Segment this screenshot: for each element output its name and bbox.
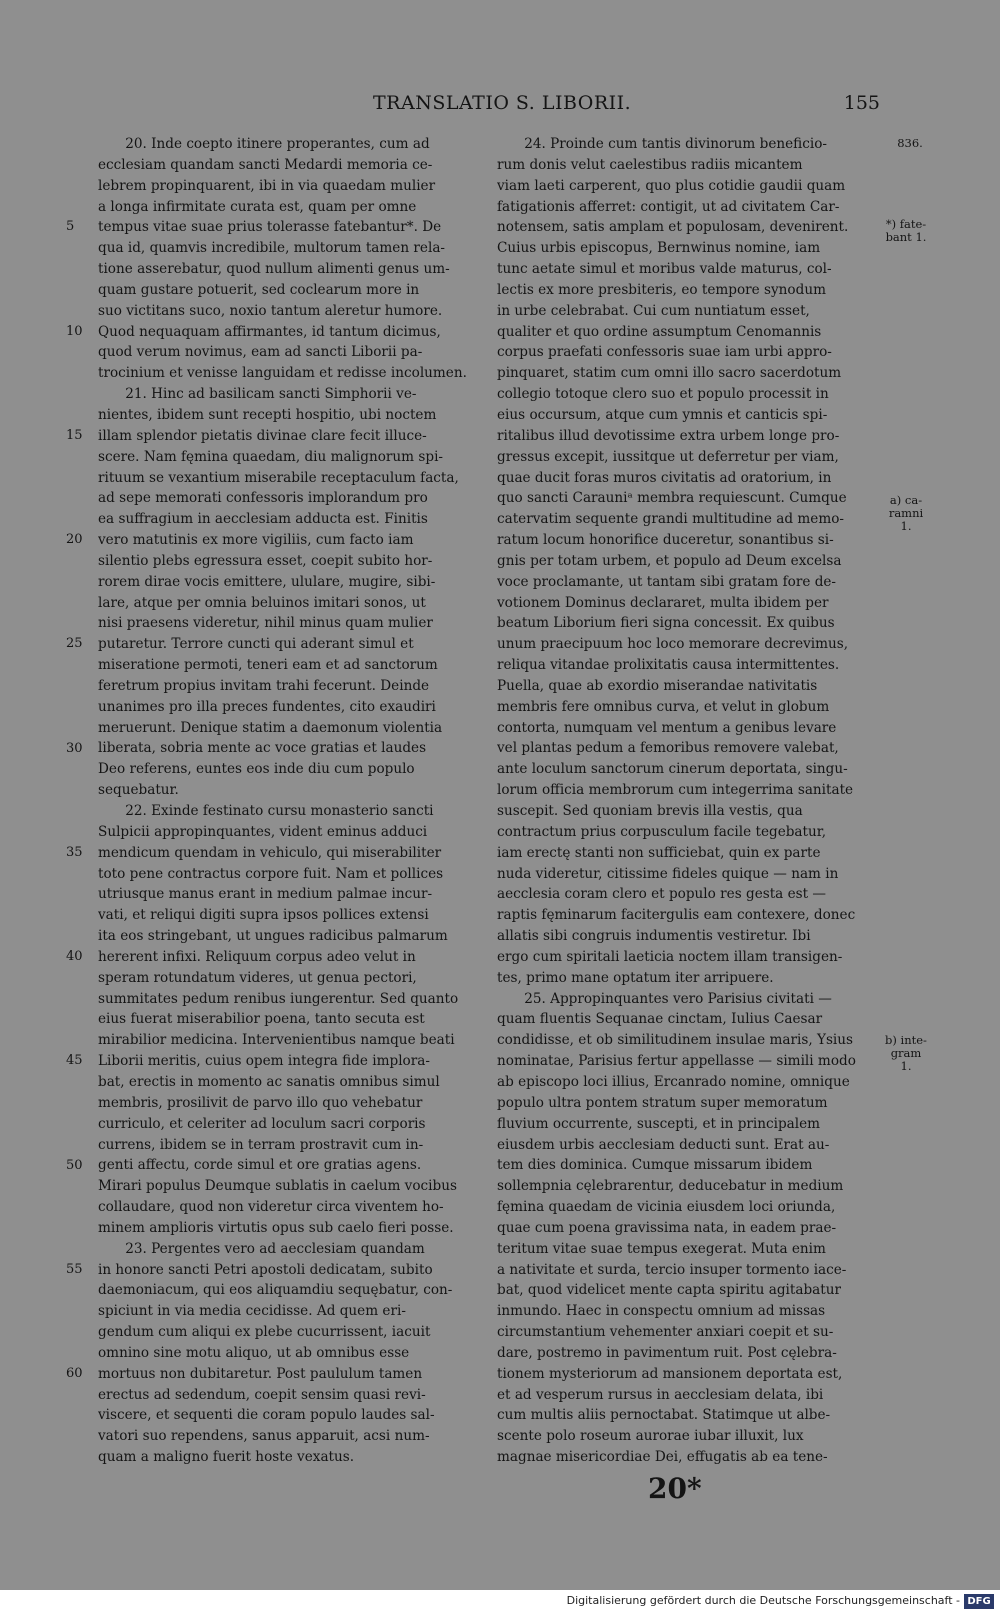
text-line: voce proclamante, ut tantam sibi gratam fore de- xyxy=(497,573,837,590)
text-line: et ad vesperum rursus in aecclesiam delata, ibi xyxy=(497,1386,824,1403)
text-line: illam splendor pietatis divinae clare fecit illuce- xyxy=(98,427,427,444)
text-line: quae ducit foras muros civitatis ad oratorium, in xyxy=(497,469,832,486)
text-line: nominatae, Parisius fertur appellasse — simili modo xyxy=(497,1053,856,1070)
text-line: suo victitans suco, noxio tantum aleretur humore. xyxy=(98,302,443,319)
text-line: trocinium et venisse languidam et redisse incolumen. xyxy=(98,365,467,382)
text-line: qualiter et quo ordine assumptum Cenomannis xyxy=(497,323,822,340)
text-line: catervatim sequente grandi multitudine ad memo- xyxy=(497,511,844,528)
page-number: 155 xyxy=(843,92,880,114)
text-line: ante loculum sanctorum cinerum deportata, singu- xyxy=(497,761,848,778)
margin-note-fatebant: *) fate- bant 1. xyxy=(885,217,927,244)
text-line: meruerunt. Denique statim a daemonum violentia xyxy=(98,719,443,736)
text-line: speram rotundatum videres, ut genua pectori, xyxy=(98,969,417,986)
line-number: 45 xyxy=(66,1053,83,1069)
text-line: 21. Hinc ad basilicam sancti Simphorii ve- xyxy=(98,386,417,403)
text-line: collaudare, quod non videretur circa viventem ho- xyxy=(98,1199,444,1216)
text-line: membris fere omnibus curva, et velut in globum xyxy=(497,698,830,715)
text-line: bat, erectis in momento ac sanatis omnibus simul xyxy=(98,1073,440,1090)
text-line: scente polo roseum aurorae iubar illuxit, lux xyxy=(497,1428,804,1445)
text-line: allatis sibi congruis indumentis vestiretur. Ibi xyxy=(497,928,811,945)
text-line: teritum vitae suae tempus exegerat. Muta enim xyxy=(497,1240,826,1257)
margin-note-integram: b) inte- gram 1. xyxy=(885,1033,927,1073)
text-line: minem amplioris virtutis opus sub caelo fieri posse. xyxy=(98,1219,454,1236)
text-line: eius fuerat miserabilior poena, tanto secuta est xyxy=(98,1011,425,1028)
text-line: quam fluentis Sequanae cinctam, Iulius Caesar xyxy=(497,1011,823,1028)
text-line: vatori suo rependens, sanus apparuit, acsi num- xyxy=(98,1428,430,1445)
text-line: 20. Inde coepto itinere properantes, cum ad xyxy=(98,136,430,152)
text-line: gendum cum aliqui ex plebe cucurrissent, iacuit xyxy=(98,1324,431,1341)
line-number: 10 xyxy=(66,323,83,339)
text-line: feretrum propius invitam trahi fecerunt. Deinde xyxy=(98,677,430,694)
text-line: Puella, quae ab exordio miserandae nativitatis xyxy=(497,677,818,694)
text-line: vati, et reliqui digiti supra ipsos pollices extensi xyxy=(98,907,429,924)
text-line: miseratione permoti, teneri eam et ad sanctorum xyxy=(98,657,438,674)
text-line: eiusdem urbis aecclesiam deducti sunt. Erat au- xyxy=(497,1136,830,1153)
line-number: 30 xyxy=(66,740,83,756)
text-line: Sulpicii appropinquantes, vident eminus adduci xyxy=(98,823,428,840)
text-line: inmundo. Haec in conspectu omnium ad missas xyxy=(497,1303,826,1320)
text-line: tunc aetate simul et moribus valde maturus, col- xyxy=(497,261,832,278)
text-line: unanimes pro illa preces fundentes, cito exaudiri xyxy=(98,698,436,715)
line-number: 55 xyxy=(66,1261,83,1277)
text-line: notensem, satis amplam et populosam, devenirent. xyxy=(497,219,849,236)
text-line: 25. Appropinquantes vero Parisius civitati — xyxy=(497,990,832,1007)
left-text-column xyxy=(98,134,482,1468)
text-line: scere. Nam fęmina quaedam, diu malignorum spi- xyxy=(98,448,444,465)
text-line: quam a maligno fuerit hoste vexatus. xyxy=(98,1449,355,1466)
text-line: aecclesia coram clero et populo res gesta est — xyxy=(497,886,827,903)
text-line: a longa infirmitate curata est, quam per omne xyxy=(98,198,417,215)
text-line: Liborii meritis, cuius opem integra fide implora- xyxy=(98,1053,430,1070)
text-line: omnino sine motu aliquo, ut ab omnibus esse xyxy=(98,1344,410,1361)
margin-note-year: 836. xyxy=(897,136,923,150)
text-line: gressus excepit, iussitque ut deferretur per viam, xyxy=(497,448,839,465)
text-line: ad sepe memorati confessoris implorandum pro xyxy=(98,490,428,507)
text-line: liberata, sobria mente ac voce gratias et laudes xyxy=(98,740,427,757)
text-line: ecclesiam quandam sancti Medardi memoria ce- xyxy=(98,156,433,173)
text-line: spiciunt in via media cecidisse. Ad quem eri- xyxy=(98,1303,406,1320)
line-number: 50 xyxy=(66,1157,83,1173)
text-line: tes, primo mane optatum iter arripuere. xyxy=(497,969,774,986)
text-line: utriusque manus erant in medium palmae incur- xyxy=(98,886,433,903)
text-line: tionem mysteriorum ad mansionem deportata est, xyxy=(497,1365,843,1382)
text-line: tempus vitae suae prius tolerasse fatebantur*. De xyxy=(98,219,442,236)
text-line: curriculo, et celeriter ad loculum sacri corporis xyxy=(98,1115,426,1132)
text-line: lectis ex more presbiteris, eo tempore synodum xyxy=(497,281,826,298)
text-line: condidisse, et ob similitudinem insulae maris, Ysius xyxy=(497,1032,853,1049)
text-line: rituum se vexantium miserabile receptaculum facta, xyxy=(98,469,459,486)
text-line: Quod nequaquam affirmantes, id tantum dicimus, xyxy=(98,323,441,340)
text-line: ita eos stringebant, ut ungues radicibus palmarum xyxy=(98,928,448,945)
text-line: a nativitate et surda, tercio insuper tormento iace- xyxy=(497,1261,847,1278)
line-number: 60 xyxy=(66,1366,83,1382)
text-line: fatigationis afferret: contigit, ut ad civitatem Car- xyxy=(497,198,840,215)
text-line: erectus ad sedendum, coepit sensim quasi revi- xyxy=(98,1386,426,1403)
text-line: lare, atque per omnia beluinos imitari sonos, ut xyxy=(98,594,426,611)
text-line: qua id, quamvis incredibile, multorum tamen rela- xyxy=(98,240,446,257)
text-line: Mirari populus Deumque sublatis in caelum vocibus xyxy=(98,1178,457,1195)
text-line: quae cum poena gravissima nata, in eadem prae- xyxy=(497,1219,837,1236)
text-line: contractum prius corpusculum facile tegebatur, xyxy=(497,823,827,840)
text-line: daemoniacum, qui eos aliquamdiu sequębatur, con- xyxy=(98,1282,453,1299)
text-line: populo ultra pontem stratum super memoratum xyxy=(497,1094,828,1111)
text-line: lebrem propinquarent, ibi in via quaedam mulier xyxy=(98,177,436,194)
page-title: TRANSLATIO S. LIBORII. xyxy=(373,92,632,114)
text-line: suscepit. Sed quoniam brevis illa vestis, qua xyxy=(497,803,803,819)
text-line: membris, prosilivit de parvo illo quo vehebatur xyxy=(98,1094,423,1111)
text-line: vel plantas pedum a femoribus removere valebat, xyxy=(497,740,839,757)
text-line: quod verum novimus, eam ad sancti Liborii pa- xyxy=(98,344,423,361)
text-line: silentio plebs egressura esset, coepit subito hor- xyxy=(98,552,433,569)
text-line: circumstantium vehementer anxiari coepit et su- xyxy=(497,1324,834,1341)
text-line: viscere, et sequenti die coram populo laudes sal- xyxy=(98,1407,435,1424)
line-number: 15 xyxy=(66,427,83,443)
text-line: gnis per totam urbem, et populo ad Deum excelsa xyxy=(497,552,842,569)
footer-bar xyxy=(0,1590,1000,1614)
text-line: fluvium occurrente, suscepti, et in principalem xyxy=(497,1115,821,1132)
text-line: bat, quod videlicet mente capta spiritu agitabatur xyxy=(497,1282,841,1299)
text-line: nisi praesens videretur, nihil minus quam mulier xyxy=(98,615,433,632)
text-line: summitates pedum renibus iungerentur. Sed quanto xyxy=(98,990,459,1007)
text-line: hererent infixi. Reliquum corpus adeo velut in xyxy=(98,948,416,965)
text-line: 23. Pergentes vero ad aecclesiam quandam xyxy=(98,1240,425,1257)
text-line: unum praecipuum hoc loco memorare decrevimus, xyxy=(497,636,849,653)
text-line: currens, ibidem se in terram prostravit cum in- xyxy=(98,1136,424,1153)
text-line: eius occursum, atque cum ymnis et canticis spi- xyxy=(497,406,828,423)
text-line: 22. Exinde festinato cursu monasterio sancti xyxy=(98,803,434,819)
text-line: sequebatur. xyxy=(98,782,179,799)
text-line: votionem Dominus declararet, multa ibidem per xyxy=(497,594,829,611)
text-line: Deo referens, euntes eos inde diu cum populo xyxy=(98,761,415,778)
line-number: 20 xyxy=(66,532,83,548)
text-line: putaretur. Terrore cuncti qui aderant simul et xyxy=(98,636,414,653)
text-line: rum donis velut caelestibus radiis micantem xyxy=(497,156,803,173)
text-line: cum multis aliis pernoctabat. Statimque ut albe- xyxy=(497,1407,831,1424)
text-line: beatum Liborium fieri signa concessit. Ex quibus xyxy=(497,615,835,632)
dfg-logo: DFG xyxy=(964,1594,994,1609)
text-line: iam erectę stanti non sufficiebat, quin ex parte xyxy=(497,844,821,861)
text-line: vero matutinis ex more vigiliis, cum facto iam xyxy=(98,532,414,549)
text-line: genti affectu, corde simul et ore gratias agens. xyxy=(98,1157,422,1174)
right-text-column xyxy=(497,134,880,1468)
text-line: mirabilior medicina. Intervenientibus namque beati xyxy=(98,1032,455,1049)
line-number: 35 xyxy=(66,844,83,860)
text-line: raptis fęminarum facitergulis eam contexere, donec xyxy=(497,907,856,924)
text-line: mendicum quendam in vehiculo, qui miserabiliter xyxy=(98,844,442,861)
text-line: fęmina quaedam de vicinia eiusdem loci oriunda, xyxy=(497,1199,836,1216)
text-line: pinquaret, statim cum omni illo sacro sacerdotum xyxy=(497,365,842,382)
text-line: quam gustare potuerit, sed coclearum more in xyxy=(98,281,420,298)
margin-note-caramni: a) ca- ramni 1. xyxy=(888,493,924,533)
running-header xyxy=(98,92,880,118)
text-line: rorem dirae vocis emittere, ululare, mugire, sibi- xyxy=(98,573,436,590)
text-line: ea suffragium in aecclesiam adducta est. Finitis xyxy=(98,511,428,528)
text-line: tione asserebatur, quod nullum alimenti genus um- xyxy=(98,261,450,278)
text-line: sollempnia cęlebrarentur, deducebatur in medium xyxy=(497,1178,844,1195)
text-line: nientes, ibidem sunt recepti hospitio, ubi noctem xyxy=(98,406,437,423)
text-line: viam laeti carperent, quo plus cotidie gaudii quam xyxy=(497,177,846,194)
text-line: dare, postremo in pavimentum ruit. Post cęlebra- xyxy=(497,1344,837,1361)
text-line: contorta, numquam vel mentum a genibus levare xyxy=(497,719,837,736)
text-line: ratum locum honorifice duceretur, sonantibus si- xyxy=(497,532,834,549)
text-line: ritalibus illud devotissime extra urbem longe pro- xyxy=(497,427,840,444)
text-line: lorum officia membrorum cum integerrima sanitate xyxy=(497,782,854,799)
text-line: magnae misericordiae Dei, effugatis ab ea tene- xyxy=(497,1449,828,1466)
text-line: ab episcopo loci illius, Ercanrado nomine, omnique xyxy=(497,1073,850,1090)
line-number: 25 xyxy=(66,636,83,652)
text-line: mortuus non dubitaretur. Post paululum tamen xyxy=(98,1365,423,1382)
line-number: 40 xyxy=(66,949,83,965)
text-line: toto pene contractus corpore fuit. Nam et pollices xyxy=(98,865,444,882)
footer-credit: Digitalisierung gefördert durch die Deutsche Forschungsgemeinschaft - xyxy=(566,1594,960,1607)
text-line: collegio totoque clero suo et populo processit in xyxy=(497,386,829,403)
line-number: 5 xyxy=(66,219,75,235)
text-line: nuda videretur, citissime fideles quique — nam in xyxy=(497,865,839,882)
text-line: quo sancti Carauniᵃ membra requiescunt. Cumque xyxy=(497,490,847,507)
text-line: 24. Proinde cum tantis divinorum beneficio- xyxy=(497,136,827,152)
text-line: in honore sancti Petri apostoli dedicatam, subito xyxy=(98,1261,433,1278)
text-line: tem dies dominica. Cumque missarum ibidem xyxy=(497,1157,813,1174)
text-line: corpus praefati confessoris suae iam urbi appro- xyxy=(497,344,832,361)
text-line: Cuius urbis episcopus, Bernwinus nomine, iam xyxy=(497,240,821,257)
signature-mark: 20* xyxy=(648,1472,702,1505)
text-line: reliqua vitandae prolixitatis causa intermittentes. xyxy=(497,657,840,674)
text-line: in urbe celebrabat. Cui cum nuntiatum esset, xyxy=(497,302,810,319)
text-line: ergo cum spiritali laeticia noctem illam transigen- xyxy=(497,948,843,965)
